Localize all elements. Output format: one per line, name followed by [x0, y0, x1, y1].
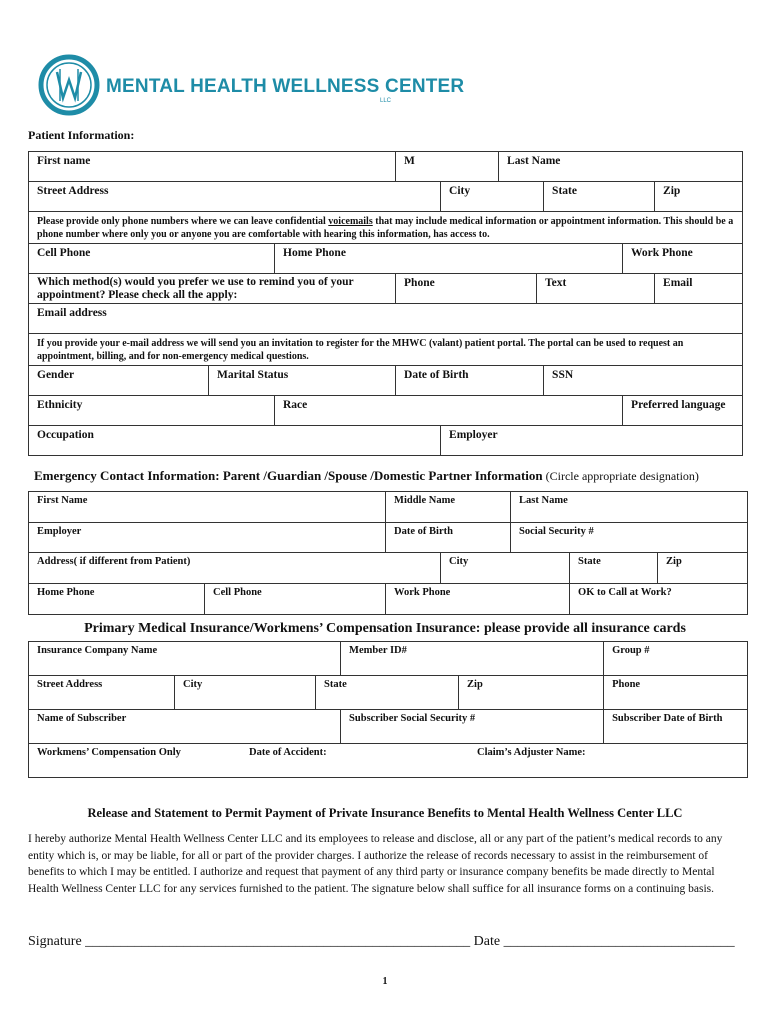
dob-field[interactable]: Date of Birth — [396, 366, 544, 396]
workmens-comp-label: Workmens’ Compensation Only — [37, 747, 181, 758]
insurance-heading: Primary Medical Insurance/Workmens’ Compensation Insurance: please provide all insurance cards — [84, 621, 686, 636]
insurance-zip-field[interactable]: Zip — [459, 676, 604, 710]
ok-to-call-at-work-field[interactable]: OK to Call at Work? — [570, 584, 748, 615]
last-name-field[interactable]: Last Name — [499, 152, 743, 182]
emergency-first-name-field[interactable]: First Name — [29, 492, 386, 523]
home-phone-field[interactable]: Home Phone — [275, 244, 623, 274]
emergency-state-field[interactable]: State — [570, 553, 658, 584]
logo — [38, 54, 465, 120]
signature-date-line[interactable]: Signature _______________________________________________________ Date _________________________________ — [28, 934, 735, 949]
reminder-question: Which method(s) would you prefer we use to remind you of your appointment? Please check all the apply: — [29, 274, 396, 304]
workmens-comp-row — [29, 744, 748, 778]
ethnicity-field[interactable]: Ethnicity — [29, 396, 275, 426]
date-of-accident-field[interactable]: Date of Accident: — [249, 747, 327, 758]
emergency-heading-note: (Circle appropriate designation) — [542, 469, 699, 483]
emergency-zip-field[interactable]: Zip — [658, 553, 748, 584]
insurance-city-field[interactable]: City — [175, 676, 316, 710]
subscriber-dob-field[interactable]: Subscriber Date of Birth — [604, 710, 748, 744]
patient-section-label: Patient Information: — [28, 128, 135, 142]
claims-adjuster-field[interactable]: Claim’s Adjuster Name: — [477, 747, 586, 758]
emergency-contact-table — [28, 491, 748, 615]
middle-initial-field[interactable]: M — [396, 152, 499, 182]
emergency-heading-text: Emergency Contact Information: Parent /Guardian /Spouse /Domestic Partner Information — [34, 468, 543, 483]
zip-field[interactable]: Zip — [655, 182, 743, 212]
work-phone-field[interactable]: Work Phone — [623, 244, 743, 274]
emergency-work-phone-field[interactable]: Work Phone — [386, 584, 570, 615]
remind-text-option[interactable]: Text — [537, 274, 655, 304]
emergency-home-phone-field[interactable]: Home Phone — [29, 584, 205, 615]
page-number: 1 — [382, 976, 388, 987]
gender-field[interactable]: Gender — [29, 366, 209, 396]
insurance-state-field[interactable]: State — [316, 676, 459, 710]
insurance-table — [28, 641, 748, 778]
release-heading: Release and Statement to Permit Payment of Private Insurance Benefits to Mental Health Wellness Center LLC — [87, 806, 683, 820]
remind-phone-option[interactable]: Phone — [396, 274, 537, 304]
group-number-field[interactable]: Group # — [604, 642, 748, 676]
member-id-field[interactable]: Member ID# — [341, 642, 604, 676]
brand-llc: LLC — [380, 98, 392, 104]
subscriber-name-field[interactable]: Name of Subscriber — [29, 710, 341, 744]
emergency-employer-field[interactable]: Employer — [29, 523, 386, 553]
city-field[interactable]: City — [441, 182, 544, 212]
phone-note-text: Please provide only phone numbers where we can leave confidential — [37, 216, 329, 227]
email-address-field[interactable]: Email address — [29, 304, 743, 334]
street-address-field[interactable]: Street Address — [29, 182, 441, 212]
preferred-language-field[interactable]: Preferred language — [623, 396, 743, 426]
emergency-city-field[interactable]: City — [441, 553, 570, 584]
employer-field[interactable]: Employer — [441, 426, 743, 456]
brand-name: MENTAL HEALTH WELLNESS CENTER — [106, 76, 465, 97]
release-body: I hereby authorize Mental Health Wellness Center LLC and its employees to release and disclose, all or any part of the patient’s medical records to any entity which is, or may be liable, for all or part of the provider charges. I authorize the release of records necessary to assist in the reimbursement of benefits to which I may be entitled. I authorize and request that payment of any third party or insurance company benefits be made directly to Mental Health Wellness Center LLC for any services furnished to the patient. The signature below shall suffice for all insurance forms on a continuing basis. — [28, 833, 723, 895]
race-field[interactable]: Race — [275, 396, 623, 426]
insurance-phone-field[interactable]: Phone — [604, 676, 748, 710]
insurance-company-field[interactable]: Insurance Company Name — [29, 642, 341, 676]
subscriber-ssn-field[interactable]: Subscriber Social Security # — [341, 710, 604, 744]
patient-information-table — [28, 151, 743, 456]
cell-phone-field[interactable]: Cell Phone — [29, 244, 275, 274]
ssn-field[interactable]: SSN — [544, 366, 743, 396]
emergency-heading — [34, 468, 699, 484]
emergency-ssn-field[interactable]: Social Security # — [511, 523, 748, 553]
emergency-cell-phone-field[interactable]: Cell Phone — [205, 584, 386, 615]
voicemails-word: voicemails — [328, 216, 373, 227]
state-field[interactable]: State — [544, 182, 655, 212]
emergency-middle-name-field[interactable]: Middle Name — [386, 492, 511, 523]
emergency-address-field[interactable]: Address( if different from Patient) — [29, 553, 441, 584]
insurance-street-field[interactable]: Street Address — [29, 676, 175, 710]
logo-mark-icon — [38, 54, 100, 116]
emergency-dob-field[interactable]: Date of Birth — [386, 523, 511, 553]
first-name-field[interactable]: First name — [29, 152, 396, 182]
portal-note: If you provide your e-mail address we will send you an invitation to register for the MHWC (valant) patient portal. The portal can be used to request an appointment, billing, and for non-emergency medical questions. — [29, 334, 743, 366]
phone-note — [29, 212, 743, 244]
remind-email-option[interactable]: Email — [655, 274, 743, 304]
phone-note-text-2: that may include medical information or appointment information. This should be a phone number where only you or anyone you are comfortable with hearing this information, has access to. — [37, 216, 734, 240]
marital-status-field[interactable]: Marital Status — [209, 366, 396, 396]
emergency-last-name-field[interactable]: Last Name — [511, 492, 748, 523]
occupation-field[interactable]: Occupation — [29, 426, 441, 456]
